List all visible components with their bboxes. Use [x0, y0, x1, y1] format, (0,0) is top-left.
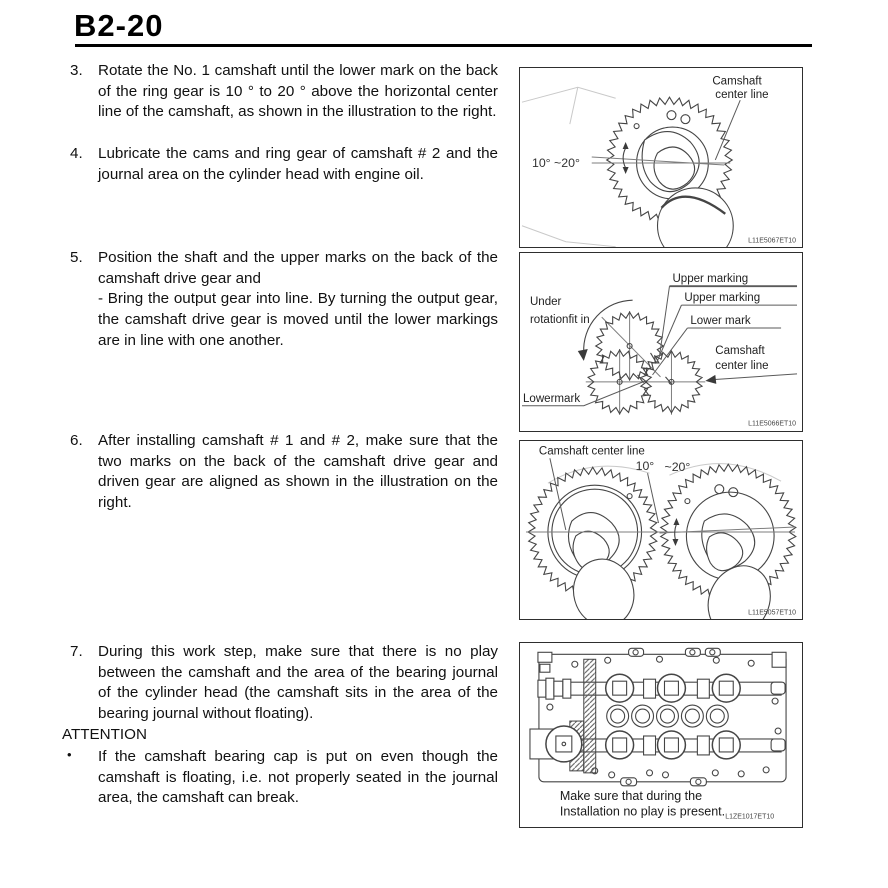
step-6 — [70, 431, 498, 514]
header-rule — [75, 44, 812, 47]
figure-camshaft-angle — [519, 67, 803, 248]
step-text: Rotate the No. 1 camshaft until the lower mark on the back of the ring gear is 10 ° to 20 ° above the horizontal center line of the camshaft, as shown in the illustration to the right. — [98, 62, 498, 121]
upper-marking-label-2: Upper marking — [684, 292, 761, 305]
figure-caption: Make sure that during the — [559, 788, 703, 803]
figure-code: L1ZE1017ET10 — [725, 813, 775, 821]
step-number: 5. — [70, 249, 83, 266]
centerline-label: Camshaft — [715, 344, 765, 357]
attention-title: ATTENTION — [62, 726, 147, 743]
step-text: Position the shaft and the upper marks on the back of the camshaft drive gear and — [98, 249, 498, 287]
attention-item — [62, 747, 498, 809]
step-7 — [70, 642, 498, 725]
cam-journals-row2 — [606, 731, 741, 759]
step-5 — [70, 248, 498, 352]
bullet: • — [67, 747, 72, 762]
centerline-label: Camshaft — [712, 75, 762, 88]
step-number: 7. — [70, 643, 83, 660]
figure-caption: Installation no play is present. — [559, 804, 726, 819]
angle-label: ~20° — [664, 460, 691, 475]
step-number: 6. — [70, 432, 83, 449]
figure-cylinder-head — [519, 642, 803, 828]
step-text: After installing camshaft # 1 and # 2, make sure that the two marks on the back of the camshaft drive gear and driven gear are aligned as shown in the illustration on the right. — [98, 432, 498, 512]
gear-centers — [617, 343, 674, 384]
upper-marking-label-1: Upper marking — [672, 273, 749, 286]
centerline-label: center line — [715, 359, 769, 372]
page-number: B2-20 — [74, 8, 164, 43]
angle-label: 10° ~20° — [531, 155, 580, 170]
step-subtext: - Bring the output gear into line. By turning the output gear, the camshaft drive gear is moved until the lower markings are in line with one another. — [98, 290, 498, 349]
figure-gear-markings — [519, 252, 803, 432]
step-text: Lubricate the cams and ring gear of camshaft # 2 and the journal area on the cylinder head with engine oil. — [98, 145, 498, 183]
figure-3-drawing — [520, 441, 802, 619]
step-4 — [70, 144, 498, 185]
centerline-label: Camshaft center line — [538, 445, 645, 458]
figure-code: L11E5057ET10 — [748, 609, 797, 617]
step-3 — [70, 61, 498, 123]
under-rotation-label: rotationfit in — [529, 314, 590, 327]
centerline-label: center line — [715, 89, 769, 102]
lowermark-label: Lowermark — [522, 392, 581, 405]
front-cap — [546, 726, 582, 762]
cam-journals-row1 — [606, 674, 741, 702]
step-number: 4. — [70, 145, 83, 162]
figure-code: L11E5067ET10 — [748, 237, 797, 245]
figure-marks-aligned — [519, 440, 803, 620]
figure-code: L11E5066ET10 — [748, 420, 797, 428]
figure-4-drawing — [520, 643, 802, 827]
figure-2-drawing — [520, 253, 802, 431]
angle-label: 10° — [635, 459, 655, 474]
under-rotation-label: Under — [529, 296, 562, 309]
lower-mark-label: Lower mark — [690, 315, 751, 328]
figure-1-drawing — [520, 68, 802, 247]
rotation-arrow — [578, 300, 633, 361]
step-number: 3. — [70, 62, 83, 79]
attention-text: If the camshaft bearing cap is put on even though the camshaft is floating, i.e. not properly seated in the journal area, the camshaft can break. — [98, 748, 498, 807]
step-text: During this work step, make sure that there is no play between the camshaft and the area of the bearing journal of the cylinder head (the camshaft sits in the area of the bearing journal without floating). — [98, 643, 498, 723]
